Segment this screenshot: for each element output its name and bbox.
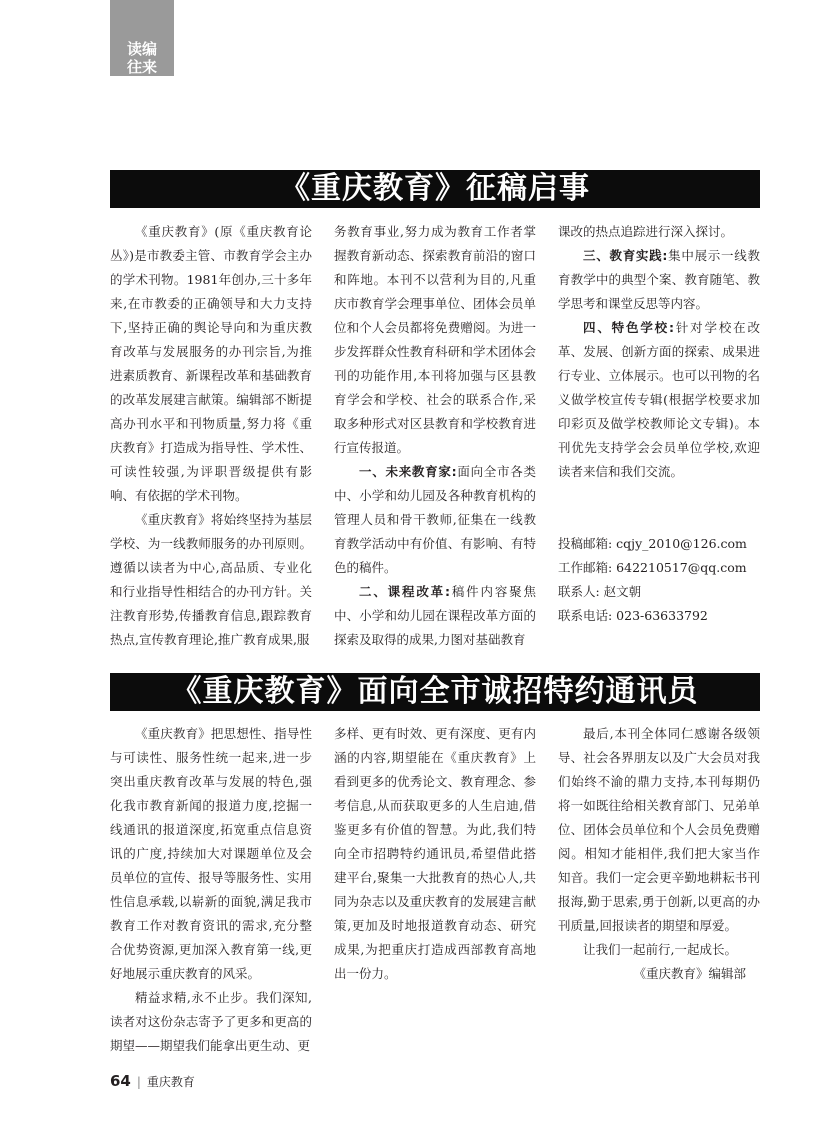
- article2-paragraph-1: 《重庆教育》把思想性、指导性与可读性、服务性统一起来,进一步突出重庆教育改革与发展的特色,强化我市教育新闻的报道力度,挖掘一线通讯的报道深度,拓宽重点信息资讯的广度,持续加大对课题单位及会员单位的宣传、报导等服务性、实用性信息承载,以崭新的面貌,满足我市教育工作对教育资讯的需求,充分整合优势资源,更加深入教育第一线,更好地展示重庆教育的风采。: [110, 726, 312, 981]
- article2-column-1: [110, 722, 312, 1053]
- article1-section-4: [558, 316, 760, 484]
- article2-paragraph-2b: 多样、更有时效、更有深度、更有内涵的内容,期望能在《重庆教育》上看到更多的优秀论文、教育理念、参考信息,从而获取更多的人生启迪,借鉴更多有价值的智慧。为此,我们特向全市招聘特约通讯员,希望借此搭建平台,聚集一大批教育的热心人,共同为杂志以及重庆教育的发展建言献策,更加及时地报道教育动态、研究成果,为把重庆打造成西部教育高地出一份力。: [334, 726, 536, 981]
- contact-email-submission: 投稿邮箱: cqjy_2010@126.com: [558, 536, 747, 551]
- section-tag-line1: 读编: [126, 40, 157, 58]
- article1-title: 《重庆教育》征稿启事: [110, 170, 760, 208]
- article1-column-2: [334, 220, 536, 650]
- article1-section-1-head: 一、未来教育家:: [359, 464, 457, 479]
- contact-person: 联系人: 赵文朝: [558, 584, 642, 599]
- contact-email-work: 工作邮箱: 642210517@qq.com: [558, 560, 747, 575]
- contact-phone: 联系电话: 023-63633792: [558, 608, 708, 623]
- article2-signature: 《重庆教育》编辑部: [633, 966, 746, 981]
- article1-column-1: [110, 220, 312, 650]
- article2-title: 《重庆教育》面向全市诚招特约通讯员: [110, 673, 760, 711]
- article1-section-2-body-b: 课改的热点追踪进行深入探讨。: [558, 224, 734, 239]
- footer-journal-name: 重庆教育: [146, 1075, 195, 1089]
- article1-section-2-head: 二、课程改革:: [359, 584, 450, 599]
- article2-paragraph-3: 最后,本刊全体同仁感谢各级领导、社会各界朋友以及广大会员对我们始终不渝的鼎力支持,本刊每期仍将一如既往给相关教育部门、兄弟单位、团体会员单位和个人会员免费赠阅。相知才能相伴,我们把大家当作知音。我们一定会更辛勤地耕耘书刊报海,勤于思索,勇于创新,以更高的办刊质量,回报读者的期望和厚爱。: [558, 726, 760, 933]
- article2-column-3: [558, 722, 760, 1042]
- article1-paragraph-2a: 《重庆教育》将始终坚持为基层学校、为一线教师服务的办刊原则。遵循以读者为中心,高品质、专业化和行业指导性相结合的办刊方针。关注教育形势,传播教育信息,跟踪教育热点,宣传教育理论,推广教育成果,服: [110, 512, 312, 647]
- article1-section-3-head: 三、教育实践:: [583, 248, 668, 263]
- article1-section-4-head: 四、特色学校:: [583, 320, 674, 335]
- article2-paragraph-2a: 精益求精,永不止步。我们深知,读者对这份杂志寄予了更多和更高的期望——期望我们能拿出更生动、更: [110, 990, 312, 1053]
- page-footer: [110, 1072, 195, 1090]
- article1-section-3-body: 集中展示一线教育教学中的典型个案、教育随笔、教学思考和课堂反思等内容。: [558, 248, 760, 311]
- article1-section-3: [558, 244, 760, 316]
- article2-column-2: [334, 722, 536, 1042]
- article1-column-3: [558, 220, 760, 650]
- article1-section-4-body: 针对学校在改革、发展、创新方面的探索、成果进行专业、立体展示。也可以刊物的名义做学校宣传专辑(根据学校要求加印彩页及做学校教师论文专辑)。本刊优先支持学会会员单位学校,欢迎读者来信和我们交流。: [558, 320, 760, 479]
- page-number: 64: [110, 1072, 131, 1090]
- article1-paragraph-2b: 务教育事业,努力成为教育工作者掌握教育新动态、探索教育前沿的窗口和阵地。本刊不以营利为目的,凡重庆市教育学会理事单位、团体会员单位和个人会员都将免费赠阅。为进一步发挥群众性教育科研和学术团体会刊的功能作用,本刊将加强与区县教育学会和学校、社会的联系合作,采取多种形式对区县教育和学校教育进行宣传报道。: [334, 224, 536, 455]
- article1-paragraph-1: 《重庆教育》(原《重庆教育论丛》)是市教委主管、市教育学会主办的学术刊物。1981年创办,三十多年来,在市教委的正确领导和大力支持下,坚持正确的舆论导向和为重庆教育改革与发展服务的办刊宗旨,为推进素质教育、新课程改革和基础教育的改革发展建言献策。编辑部不断提高办刊水平和刊物质量,努力将《重庆教育》打造成为指导性、学术性、可读性较强,为评职晋级提供有影响、有依据的学术刊物。: [110, 224, 312, 503]
- section-tag: [110, 0, 174, 76]
- article1-section-2: [334, 580, 536, 652]
- article1-section-1-body: 面向全市各类中、小学和幼儿园及各种教育机构的管理人员和骨干教师,征集在一线教育教学活动中有价值、有影响、有特色的稿件。: [334, 464, 536, 575]
- section-tag-line2: 往来: [126, 58, 157, 76]
- contact-block: [558, 532, 760, 628]
- article1-section-1: [334, 460, 536, 580]
- article1-section-2-body-a: 稿件内容聚焦中、小学和幼儿园在课程改革方面的探索及取得的成果,力图对基础教育: [334, 584, 536, 647]
- article2-paragraph-4: 让我们一起前行,一起成长。: [583, 942, 737, 957]
- footer-separator: |: [136, 1075, 141, 1089]
